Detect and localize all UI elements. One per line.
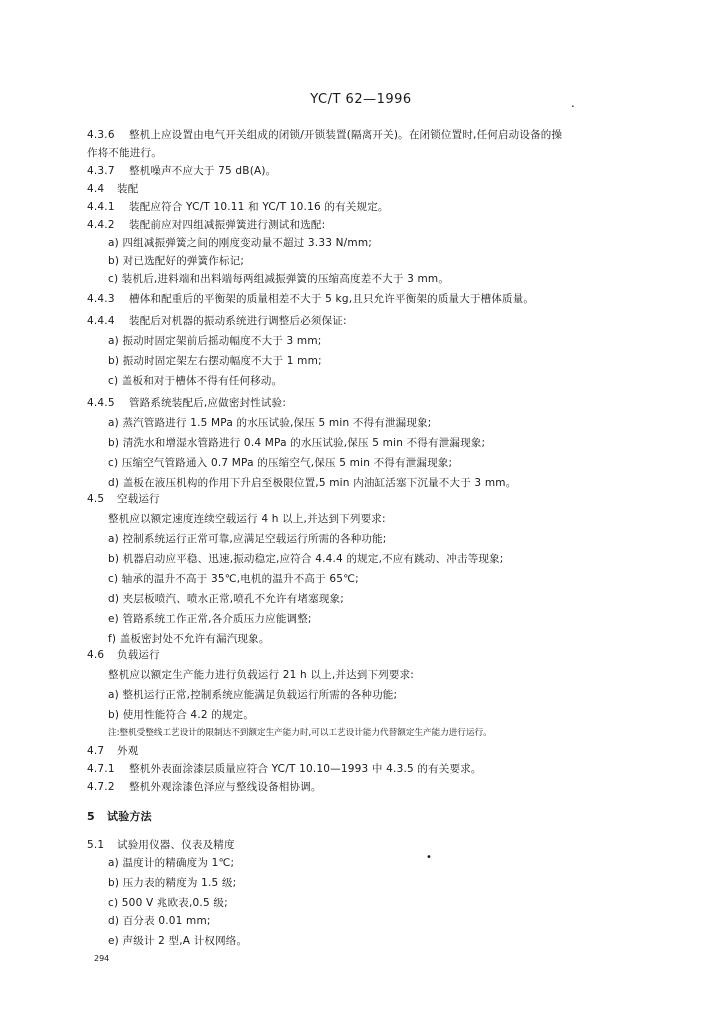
clause-4-7-2: 4.7.2 整机外观涂漆色泽应与整线设备相协调。 [87, 781, 322, 793]
list-item: b) 使用性能符合 4.2 的规定。 [108, 709, 255, 721]
clause-4-3-7: 4.3.7 整机噪声不应大于 75 dB(A)。 [87, 165, 277, 177]
clause-4-4-4: 4.4.4 装配后对机器的振动系统进行调整后必须保证: [87, 315, 347, 327]
section-5-heading: 5 试验方法 [87, 810, 152, 823]
list-item: e) 声级计 2 型,A 计权网络。 [108, 935, 248, 947]
clause-4-4-1: 4.4.1 装配应符合 YC/T 10.11 和 YC/T 10.16 的有关规定。 [87, 201, 389, 213]
page-number: 294 [94, 954, 110, 963]
clause-4-3-6: 4.3.6 整机上应设置由电气开关组成的闭锁/开锁装置(隔离开关)。在闭锁位置时,任何启动设备的操 [87, 129, 563, 141]
clause-4-4-2: 4.4.2 装配前应对四组减振弹簧进行测试和选配: [87, 219, 326, 231]
clause-4-7-1: 4.7.1 整机外表面涂漆层质量应符合 YC/T 10.10—1993 中 4.3.5 的有关要求。 [87, 763, 482, 775]
list-item: d) 盖板在液压机构的作用下升启至极限位置,5 min 内油缸活塞下沉量不大于 3 mm。 [108, 477, 517, 489]
section-4-6-heading: 4.6 负载运行 [87, 649, 160, 661]
list-item: b) 压力表的精度为 1.5 级; [108, 877, 237, 889]
paragraph: 整机应以额定生产能力进行负载运行 21 h 以上,并达到下列要求: [108, 669, 415, 681]
list-item: c) 压缩空气管路通入 0.7 MPa 的压缩空气,保压 5 min 不得有泄漏现象; [108, 457, 453, 469]
list-item: a) 振动时固定架前后摇动幅度不大于 3 mm; [108, 335, 322, 347]
list-item: a) 控制系统运行正常可靠,应满足空载运行所需的各种功能; [108, 533, 387, 545]
page-header [0, 92, 722, 107]
note: 注:整机受整线工艺设计的限制达不到额定生产能力时,可以工艺设计能力代替额定生产能力进行运行。 [108, 728, 492, 738]
section-4-5-heading: 4.5 空载运行 [87, 493, 160, 505]
list-item: b) 机器启动应平稳、迅速,振动稳定,应符合 4.4.4 的规定,不应有跳动、冲击等现象; [108, 553, 504, 565]
clause-4-4-3: 4.4.3 槽体和配重后的平衡架的质量相差不大于 5 kg,且只允许平衡架的质量大于槽体质量。 [87, 293, 535, 305]
list-item: c) 装机后,进料端和出料端每两组减振弹簧的压缩高度差不大于 3 mm。 [108, 273, 450, 285]
scan-speck: • [426, 852, 432, 863]
list-item: b) 对已选配好的弹簧作标记; [108, 255, 245, 267]
list-item: d) 百分表 0.01 mm; [108, 915, 211, 927]
list-item: e) 管路系统工作正常,各介质压力应能调整; [108, 613, 312, 625]
section-4-4-heading: 4.4 装配 [87, 183, 139, 195]
list-item: a) 蒸汽管路进行 1.5 MPa 的水压试验,保压 5 min 不得有泄漏现象; [108, 417, 432, 429]
list-item: c) 500 V 兆欧表,0.5 级; [108, 897, 228, 909]
clause-5-1: 5.1 试验用仪器、仪表及精度 [87, 839, 235, 851]
list-item: a) 温度计的精确度为 1℃; [108, 857, 235, 869]
list-item: d) 夹层板喷汽、喷水正常,喷孔不允许有堵塞现象; [108, 593, 344, 605]
list-item: a) 四组减振弹簧之间的刚度变动量不超过 3.33 N/mm; [108, 237, 373, 249]
list-item: b) 振动时固定架左右摆动幅度不大于 1 mm; [108, 355, 322, 367]
header-mark: . [571, 96, 575, 110]
standard-number: YC/T 62—1996 [310, 92, 412, 107]
list-item: b) 清洗水和增湿水管路进行 0.4 MPa 的水压试验,保压 5 min 不得有泄漏现象; [108, 437, 486, 449]
paragraph: 整机应以额定速度连续空载运行 4 h 以上,并达到下列要求: [108, 513, 386, 525]
list-item: f) 盖板密封处不允许有漏汽现象。 [108, 633, 270, 645]
section-4-7-heading: 4.7 外观 [87, 745, 139, 757]
list-item: c) 盖板和对于槽体不得有任何移动。 [108, 375, 283, 387]
clause-4-3-6-cont: 作将不能进行。 [87, 147, 162, 159]
clause-4-4-5: 4.4.5 管路系统装配后,应做密封性试验: [87, 397, 287, 409]
list-item: a) 整机运行正常,控制系统应能满足负载运行所需的各种功能; [108, 689, 398, 701]
list-item: c) 轴承的温升不高于 35℃,电机的温升不高于 65℃; [108, 573, 359, 585]
